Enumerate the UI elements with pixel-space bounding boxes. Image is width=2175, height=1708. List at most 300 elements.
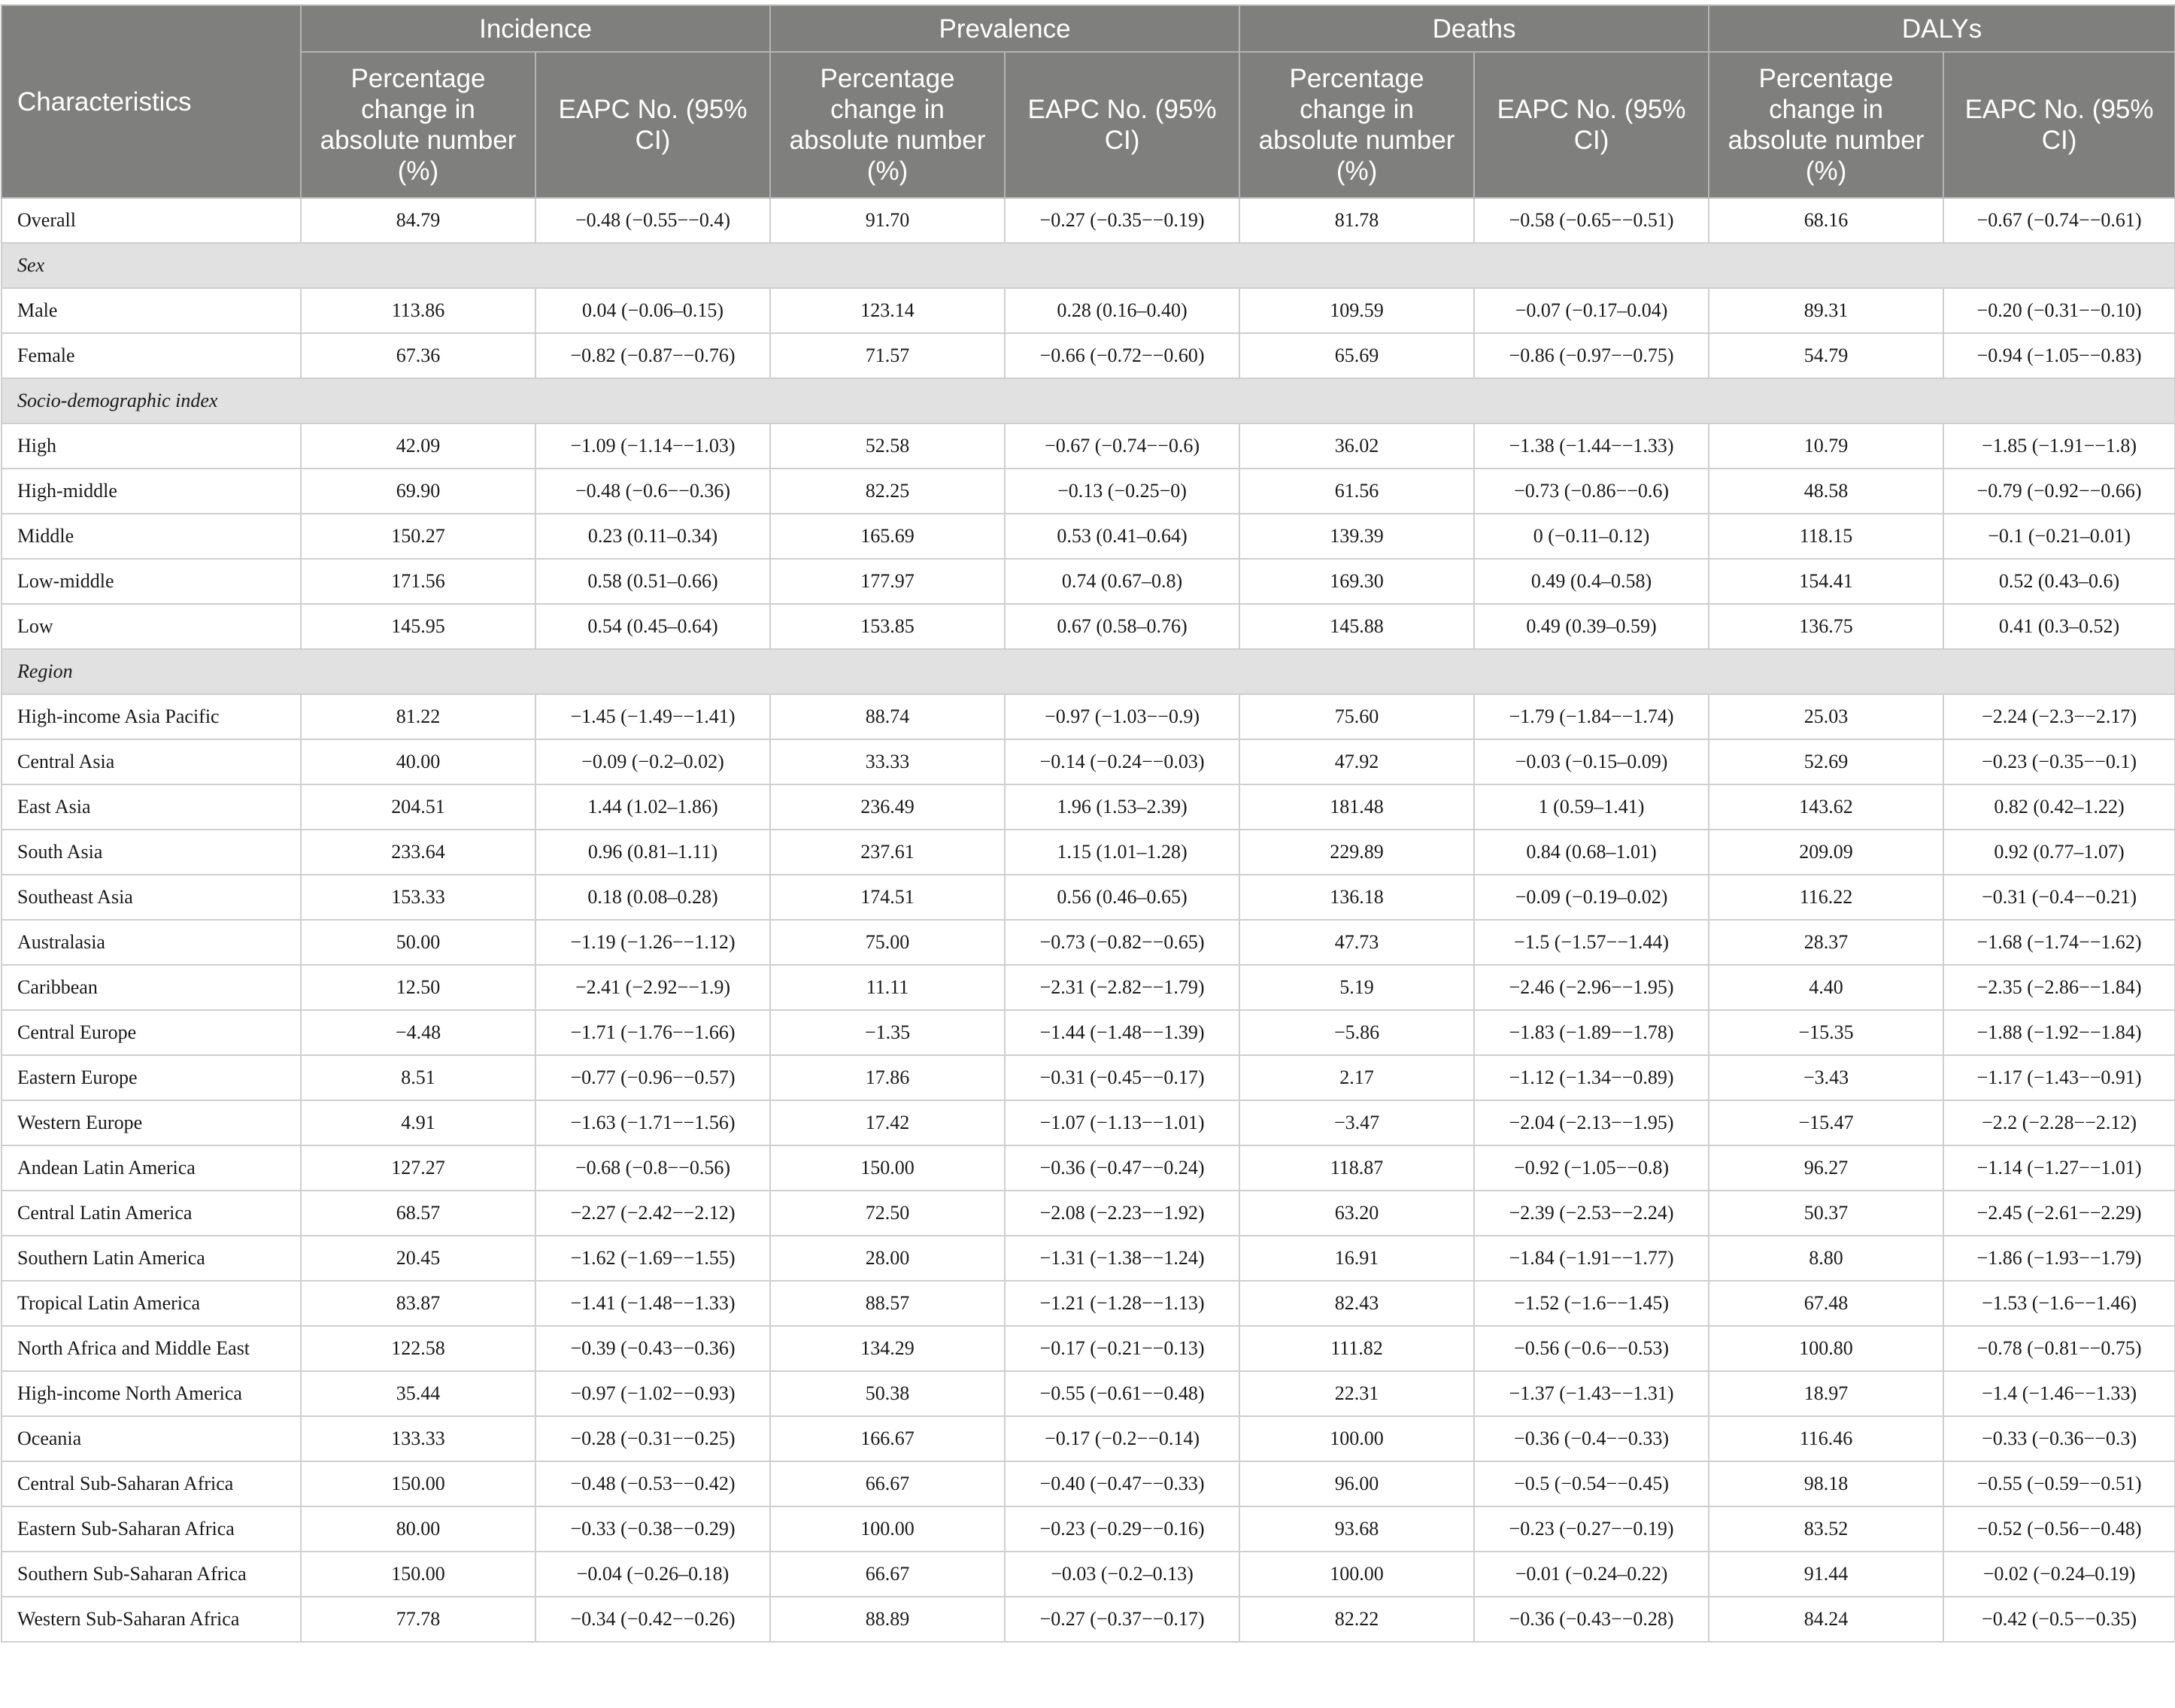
pct-change-cell: 236.49 [770, 784, 1005, 830]
pct-change-header: Percentage change in absolute number (%) [301, 52, 535, 198]
pct-change-cell: 109.59 [1239, 288, 1474, 333]
pct-change-cell: 153.33 [301, 875, 535, 920]
section-label: Socio-demographic index [2, 378, 2175, 423]
pct-change-cell: 52.58 [770, 423, 1005, 469]
pct-change-cell: 2.17 [1239, 1055, 1474, 1100]
pct-change-cell: 65.69 [1239, 333, 1474, 378]
eapc-cell: 0.41 (0.3–0.52) [1943, 604, 2175, 649]
pct-change-cell: 4.40 [1709, 965, 1943, 1010]
row-label: Male [2, 288, 301, 333]
pct-change-cell: 123.14 [770, 288, 1005, 333]
eapc-cell: −2.08 (−2.23−−1.92) [1005, 1191, 1239, 1236]
pct-change-cell: 68.57 [301, 1191, 535, 1236]
section-row [2, 243, 2175, 288]
eapc-cell: 0.84 (0.68–1.01) [1474, 830, 1709, 875]
row-label: Oceania [2, 1416, 301, 1461]
eapc-cell: −1.14 (−1.27−−1.01) [1943, 1145, 2175, 1191]
eapc-cell: 0.56 (0.46–0.65) [1005, 875, 1239, 920]
pct-change-cell: 72.50 [770, 1191, 1005, 1236]
eapc-cell: 0.49 (0.4–0.58) [1474, 559, 1709, 604]
row-label: Low-middle [2, 559, 301, 604]
section-row [2, 649, 2175, 694]
pct-change-cell: 54.79 [1709, 333, 1943, 378]
eapc-cell: −0.79 (−0.92−−0.66) [1943, 469, 2175, 514]
pct-change-cell: 165.69 [770, 514, 1005, 559]
pct-change-cell: −5.86 [1239, 1010, 1474, 1055]
eapc-cell: −0.17 (−0.21−−0.13) [1005, 1326, 1239, 1371]
eapc-cell: −0.77 (−0.96−−0.57) [535, 1055, 770, 1100]
row-label: Low [2, 604, 301, 649]
pct-change-cell: 81.22 [301, 694, 535, 739]
pct-change-header: Percentage change in absolute number (%) [1239, 52, 1474, 198]
eapc-cell: −1.53 (−1.6−−1.46) [1943, 1281, 2175, 1326]
eapc-cell: −1.44 (−1.48−−1.39) [1005, 1010, 1239, 1055]
row-label: Overall [2, 198, 301, 243]
pct-change-cell: 52.69 [1709, 739, 1943, 784]
dalys-header: DALYs [1709, 5, 2175, 52]
eapc-cell: −0.67 (−0.74−−0.61) [1943, 198, 2175, 243]
eapc-cell: −1.86 (−1.93−−1.79) [1943, 1236, 2175, 1281]
eapc-cell: −1.07 (−1.13−−1.01) [1005, 1100, 1239, 1145]
eapc-cell: 0.49 (0.39–0.59) [1474, 604, 1709, 649]
pct-change-cell: 20.45 [301, 1236, 535, 1281]
pct-change-cell: 47.92 [1239, 739, 1474, 784]
pct-change-cell: 50.00 [301, 920, 535, 965]
pct-change-cell: 17.86 [770, 1055, 1005, 1100]
table-row [2, 739, 2175, 784]
pct-change-cell: 150.00 [301, 1552, 535, 1597]
table-row [2, 1145, 2175, 1191]
eapc-cell: −1.84 (−1.91−−1.77) [1474, 1236, 1709, 1281]
eapc-cell: −0.02 (−0.24–0.19) [1943, 1552, 2175, 1597]
pct-change-cell: 16.91 [1239, 1236, 1474, 1281]
pct-change-cell: 28.37 [1709, 920, 1943, 965]
pct-change-cell: 233.64 [301, 830, 535, 875]
eapc-cell: −0.23 (−0.29−−0.16) [1005, 1506, 1239, 1552]
eapc-cell: −0.97 (−1.03−−0.9) [1005, 694, 1239, 739]
eapc-cell: −0.68 (−0.8−−0.56) [535, 1145, 770, 1191]
table-row [2, 423, 2175, 469]
pct-change-cell: 113.86 [301, 288, 535, 333]
table-row [2, 333, 2175, 378]
row-label: Southern Latin America [2, 1236, 301, 1281]
pct-change-cell: 89.31 [1709, 288, 1943, 333]
pct-change-cell: 134.29 [770, 1326, 1005, 1371]
eapc-header: EAPC No. (95% CI) [1474, 52, 1709, 198]
pct-change-cell: 150.00 [770, 1145, 1005, 1191]
eapc-cell: −0.73 (−0.86−−0.6) [1474, 469, 1709, 514]
pct-change-cell: 82.43 [1239, 1281, 1474, 1326]
eapc-cell: 0.67 (0.58–0.76) [1005, 604, 1239, 649]
eapc-cell: 0.82 (0.42–1.22) [1943, 784, 2175, 830]
table-row [2, 830, 2175, 875]
pct-change-cell: 18.97 [1709, 1371, 1943, 1416]
row-label: High-income North America [2, 1371, 301, 1416]
eapc-cell: −1.83 (−1.89−−1.78) [1474, 1010, 1709, 1055]
eapc-cell: −0.03 (−0.15–0.09) [1474, 739, 1709, 784]
pct-change-cell: 171.56 [301, 559, 535, 604]
pct-change-cell: 40.00 [301, 739, 535, 784]
eapc-cell: −0.48 (−0.53−−0.42) [535, 1461, 770, 1506]
table-row [2, 1506, 2175, 1552]
eapc-cell: −0.48 (−0.55−−0.4) [535, 198, 770, 243]
table-row [2, 1326, 2175, 1371]
pct-change-cell: 100.00 [770, 1506, 1005, 1552]
pct-change-cell: 166.67 [770, 1416, 1005, 1461]
pct-change-cell: 69.90 [301, 469, 535, 514]
table-row [2, 920, 2175, 965]
eapc-cell: −1.62 (−1.69−−1.55) [535, 1236, 770, 1281]
eapc-cell: −0.58 (−0.65−−0.51) [1474, 198, 1709, 243]
eapc-cell: −1.79 (−1.84−−1.74) [1474, 694, 1709, 739]
eapc-cell: −0.36 (−0.47−−0.24) [1005, 1145, 1239, 1191]
eapc-cell: −0.40 (−0.47−−0.33) [1005, 1461, 1239, 1506]
pct-change-cell: 100.80 [1709, 1326, 1943, 1371]
row-label: Andean Latin America [2, 1145, 301, 1191]
eapc-cell: 1.96 (1.53–2.39) [1005, 784, 1239, 830]
row-label: Australasia [2, 920, 301, 965]
eapc-cell: 0.74 (0.67–0.8) [1005, 559, 1239, 604]
eapc-cell: −1.63 (−1.71−−1.56) [535, 1100, 770, 1145]
pct-change-cell: 82.22 [1239, 1597, 1474, 1642]
pct-change-cell: 50.37 [1709, 1191, 1943, 1236]
eapc-cell: −0.36 (−0.43−−0.28) [1474, 1597, 1709, 1642]
pct-change-cell: −1.35 [770, 1010, 1005, 1055]
section-row [2, 378, 2175, 423]
eapc-cell: −0.07 (−0.17–0.04) [1474, 288, 1709, 333]
pct-change-cell: 10.79 [1709, 423, 1943, 469]
pct-change-cell: 111.82 [1239, 1326, 1474, 1371]
pct-change-cell: 8.51 [301, 1055, 535, 1100]
pct-change-cell: 174.51 [770, 875, 1005, 920]
table-row [2, 784, 2175, 830]
pct-change-cell: 169.30 [1239, 559, 1474, 604]
pct-change-cell: 84.24 [1709, 1597, 1943, 1642]
eapc-cell: −2.45 (−2.61−−2.29) [1943, 1191, 2175, 1236]
section-label: Region [2, 649, 2175, 694]
row-label: Southern Sub-Saharan Africa [2, 1552, 301, 1597]
pct-change-cell: 136.75 [1709, 604, 1943, 649]
eapc-cell: −1.09 (−1.14−−1.03) [535, 423, 770, 469]
table-row [2, 1055, 2175, 1100]
table-row [2, 604, 2175, 649]
eapc-cell: −1.88 (−1.92−−1.84) [1943, 1010, 2175, 1055]
table-row [2, 1416, 2175, 1461]
eapc-cell: −0.27 (−0.35−−0.19) [1005, 198, 1239, 243]
results-table [1, 5, 2175, 1643]
eapc-cell: 0.54 (0.45–0.64) [535, 604, 770, 649]
pct-change-cell: 154.41 [1709, 559, 1943, 604]
prevalence-header: Prevalence [770, 5, 1239, 52]
eapc-cell: −0.23 (−0.35−−0.1) [1943, 739, 2175, 784]
pct-change-cell: 25.03 [1709, 694, 1943, 739]
pct-change-cell: 11.11 [770, 965, 1005, 1010]
pct-change-cell: 4.91 [301, 1100, 535, 1145]
table-row [2, 1597, 2175, 1642]
pct-change-cell: 116.22 [1709, 875, 1943, 920]
characteristics-header: Characteristics [2, 5, 301, 198]
pct-change-cell: 204.51 [301, 784, 535, 830]
pct-change-cell: 66.67 [770, 1552, 1005, 1597]
pct-change-cell: 122.58 [301, 1326, 535, 1371]
pct-change-cell: 63.20 [1239, 1191, 1474, 1236]
eapc-cell: −0.09 (−0.19–0.02) [1474, 875, 1709, 920]
pct-change-cell: −3.47 [1239, 1100, 1474, 1145]
eapc-cell: −1.19 (−1.26−−1.12) [535, 920, 770, 965]
pct-change-cell: 229.89 [1239, 830, 1474, 875]
table-row [2, 694, 2175, 739]
pct-change-cell: −4.48 [301, 1010, 535, 1055]
eapc-cell: −0.42 (−0.5−−0.35) [1943, 1597, 2175, 1642]
table-row [2, 198, 2175, 243]
eapc-cell: −0.20 (−0.31−−0.10) [1943, 288, 2175, 333]
pct-change-cell: 133.33 [301, 1416, 535, 1461]
eapc-cell: −2.41 (−2.92−−1.9) [535, 965, 770, 1010]
pct-change-cell: 61.56 [1239, 469, 1474, 514]
section-label: Sex [2, 243, 2175, 288]
eapc-cell: −1.31 (−1.38−−1.24) [1005, 1236, 1239, 1281]
pct-change-cell: 50.38 [770, 1371, 1005, 1416]
pct-change-cell: 150.27 [301, 514, 535, 559]
pct-change-cell: 35.44 [301, 1371, 535, 1416]
eapc-cell: −2.2 (−2.28−−2.12) [1943, 1100, 2175, 1145]
pct-change-cell: 118.87 [1239, 1145, 1474, 1191]
eapc-cell: −0.66 (−0.72−−0.60) [1005, 333, 1239, 378]
eapc-cell: −0.1 (−0.21–0.01) [1943, 514, 2175, 559]
row-label: Central Latin America [2, 1191, 301, 1236]
pct-change-cell: 153.85 [770, 604, 1005, 649]
eapc-cell: 0.92 (0.77–1.07) [1943, 830, 2175, 875]
eapc-cell: 0.18 (0.08–0.28) [535, 875, 770, 920]
eapc-cell: −0.03 (−0.2–0.13) [1005, 1552, 1239, 1597]
eapc-cell: −0.04 (−0.26–0.18) [535, 1552, 770, 1597]
eapc-cell: −0.31 (−0.4−−0.21) [1943, 875, 2175, 920]
eapc-cell: −2.27 (−2.42−−2.12) [535, 1191, 770, 1236]
eapc-cell: −0.23 (−0.27−−0.19) [1474, 1506, 1709, 1552]
pct-change-cell: 145.95 [301, 604, 535, 649]
row-label: High [2, 423, 301, 469]
header-sub-row [2, 52, 2175, 198]
eapc-cell: −0.94 (−1.05−−0.83) [1943, 333, 2175, 378]
eapc-cell: −0.33 (−0.36−−0.3) [1943, 1416, 2175, 1461]
eapc-cell: −2.39 (−2.53−−2.24) [1474, 1191, 1709, 1236]
row-label: East Asia [2, 784, 301, 830]
pct-change-cell: 96.00 [1239, 1461, 1474, 1506]
pct-change-cell: 96.27 [1709, 1145, 1943, 1191]
eapc-cell: −0.55 (−0.61−−0.48) [1005, 1371, 1239, 1416]
eapc-cell: −1.85 (−1.91−−1.8) [1943, 423, 2175, 469]
eapc-cell: −0.09 (−0.2–0.02) [535, 739, 770, 784]
eapc-cell: −0.28 (−0.31−−0.25) [535, 1416, 770, 1461]
eapc-cell: −0.56 (−0.6−−0.53) [1474, 1326, 1709, 1371]
eapc-header: EAPC No. (95% CI) [1005, 52, 1239, 198]
row-label: South Asia [2, 830, 301, 875]
eapc-cell: −0.01 (−0.24–0.22) [1474, 1552, 1709, 1597]
eapc-cell: −0.14 (−0.24−−0.03) [1005, 739, 1239, 784]
eapc-cell: −0.31 (−0.45−−0.17) [1005, 1055, 1239, 1100]
eapc-cell: −0.97 (−1.02−−0.93) [535, 1371, 770, 1416]
eapc-cell: −1.45 (−1.49−−1.41) [535, 694, 770, 739]
pct-change-cell: 139.39 [1239, 514, 1474, 559]
table-row [2, 469, 2175, 514]
eapc-cell: −0.17 (−0.2−−0.14) [1005, 1416, 1239, 1461]
eapc-cell: −0.67 (−0.74−−0.6) [1005, 423, 1239, 469]
table-row [2, 1191, 2175, 1236]
table-body [2, 198, 2175, 1642]
header-group-row [2, 5, 2175, 52]
pct-change-cell: 100.00 [1239, 1416, 1474, 1461]
pct-change-cell: 84.79 [301, 198, 535, 243]
table-row [2, 965, 2175, 1010]
pct-change-cell: 150.00 [301, 1461, 535, 1506]
pct-change-cell: 143.62 [1709, 784, 1943, 830]
table-row [2, 1236, 2175, 1281]
eapc-cell: −0.52 (−0.56−−0.48) [1943, 1506, 2175, 1552]
eapc-cell: 0.96 (0.81–1.11) [535, 830, 770, 875]
pct-change-cell: 91.70 [770, 198, 1005, 243]
pct-change-cell: 75.00 [770, 920, 1005, 965]
pct-change-cell: 5.19 [1239, 965, 1474, 1010]
pct-change-cell: 136.18 [1239, 875, 1474, 920]
pct-change-cell: 88.74 [770, 694, 1005, 739]
pct-change-cell: 145.88 [1239, 604, 1474, 649]
eapc-cell: −0.13 (−0.25−0) [1005, 469, 1239, 514]
pct-change-cell: 181.48 [1239, 784, 1474, 830]
table-row [2, 1100, 2175, 1145]
table-row [2, 1461, 2175, 1506]
pct-change-cell: 98.18 [1709, 1461, 1943, 1506]
eapc-header: EAPC No. (95% CI) [1943, 52, 2175, 198]
row-label: Central Europe [2, 1010, 301, 1055]
row-label: Eastern Sub-Saharan Africa [2, 1506, 301, 1552]
eapc-cell: 0.58 (0.51–0.66) [535, 559, 770, 604]
pct-change-cell: 100.00 [1239, 1552, 1474, 1597]
eapc-cell: −0.34 (−0.42−−0.26) [535, 1597, 770, 1642]
eapc-cell: −0.78 (−0.81−−0.75) [1943, 1326, 2175, 1371]
table-row [2, 1281, 2175, 1326]
eapc-cell: −0.5 (−0.54−−0.45) [1474, 1461, 1709, 1506]
eapc-cell: 1 (0.59–1.41) [1474, 784, 1709, 830]
eapc-cell: −1.4 (−1.46−−1.33) [1943, 1371, 2175, 1416]
table-row [2, 1371, 2175, 1416]
eapc-cell: 0.28 (0.16–0.40) [1005, 288, 1239, 333]
pct-change-cell: 177.97 [770, 559, 1005, 604]
eapc-cell: −0.48 (−0.6−−0.36) [535, 469, 770, 514]
eapc-cell: −0.92 (−1.05−−0.8) [1474, 1145, 1709, 1191]
row-label: Eastern Europe [2, 1055, 301, 1100]
row-label: Caribbean [2, 965, 301, 1010]
pct-change-cell: 127.27 [301, 1145, 535, 1191]
eapc-cell: −0.73 (−0.82−−0.65) [1005, 920, 1239, 965]
eapc-cell: −1.17 (−1.43−−0.91) [1943, 1055, 2175, 1100]
pct-change-cell: 93.68 [1239, 1506, 1474, 1552]
eapc-cell: 0.23 (0.11–0.34) [535, 514, 770, 559]
pct-change-cell: 67.48 [1709, 1281, 1943, 1326]
eapc-cell: −0.33 (−0.38−−0.29) [535, 1506, 770, 1552]
pct-change-cell: 91.44 [1709, 1552, 1943, 1597]
pct-change-cell: 48.58 [1709, 469, 1943, 514]
eapc-cell: −2.35 (−2.86−−1.84) [1943, 965, 2175, 1010]
eapc-cell: 0.04 (−0.06–0.15) [535, 288, 770, 333]
table-row [2, 288, 2175, 333]
table-row [2, 1010, 2175, 1055]
pct-change-header: Percentage change in absolute number (%) [1709, 52, 1943, 198]
pct-change-cell: 33.33 [770, 739, 1005, 784]
pct-change-cell: 75.60 [1239, 694, 1474, 739]
eapc-cell: −1.71 (−1.76−−1.66) [535, 1010, 770, 1055]
eapc-cell: −1.37 (−1.43−−1.31) [1474, 1371, 1709, 1416]
eapc-cell: −1.52 (−1.6−−1.45) [1474, 1281, 1709, 1326]
eapc-cell: −0.82 (−0.87−−0.76) [535, 333, 770, 378]
row-label: Tropical Latin America [2, 1281, 301, 1326]
pct-change-cell: 28.00 [770, 1236, 1005, 1281]
pct-change-cell: 83.87 [301, 1281, 535, 1326]
row-label: Southeast Asia [2, 875, 301, 920]
eapc-cell: −2.04 (−2.13−−1.95) [1474, 1100, 1709, 1145]
eapc-cell: −0.27 (−0.37−−0.17) [1005, 1597, 1239, 1642]
row-label: Western Europe [2, 1100, 301, 1145]
pct-change-cell: 83.52 [1709, 1506, 1943, 1552]
pct-change-cell: −15.35 [1709, 1010, 1943, 1055]
eapc-cell: 0 (−0.11–0.12) [1474, 514, 1709, 559]
deaths-header: Deaths [1239, 5, 1709, 52]
eapc-cell: 1.15 (1.01–1.28) [1005, 830, 1239, 875]
pct-change-cell: 80.00 [301, 1506, 535, 1552]
eapc-cell: −1.41 (−1.48−−1.33) [535, 1281, 770, 1326]
pct-change-cell: 8.80 [1709, 1236, 1943, 1281]
eapc-cell: −0.36 (−0.4−−0.33) [1474, 1416, 1709, 1461]
eapc-cell: 0.52 (0.43–0.6) [1943, 559, 2175, 604]
eapc-cell: −2.46 (−2.96−−1.95) [1474, 965, 1709, 1010]
pct-change-cell: −3.43 [1709, 1055, 1943, 1100]
pct-change-cell: 118.15 [1709, 514, 1943, 559]
eapc-cell: −1.5 (−1.57−−1.44) [1474, 920, 1709, 965]
eapc-cell: −0.39 (−0.43−−0.36) [535, 1326, 770, 1371]
pct-change-header: Percentage change in absolute number (%) [770, 52, 1005, 198]
row-label: Central Sub-Saharan Africa [2, 1461, 301, 1506]
pct-change-cell: 71.57 [770, 333, 1005, 378]
eapc-cell: −1.68 (−1.74−−1.62) [1943, 920, 2175, 965]
eapc-header: EAPC No. (95% CI) [535, 52, 770, 198]
pct-change-cell: 17.42 [770, 1100, 1005, 1145]
pct-change-cell: 66.67 [770, 1461, 1005, 1506]
row-label: High-middle [2, 469, 301, 514]
row-label: Female [2, 333, 301, 378]
pct-change-cell: 116.46 [1709, 1416, 1943, 1461]
table-row [2, 559, 2175, 604]
pct-change-cell: 67.36 [301, 333, 535, 378]
pct-change-cell: 81.78 [1239, 198, 1474, 243]
eapc-cell: 1.44 (1.02–1.86) [535, 784, 770, 830]
pct-change-cell: 47.73 [1239, 920, 1474, 965]
pct-change-cell: 237.61 [770, 830, 1005, 875]
pct-change-cell: 36.02 [1239, 423, 1474, 469]
table-row [2, 514, 2175, 559]
table-row [2, 875, 2175, 920]
incidence-header: Incidence [301, 5, 770, 52]
row-label: Middle [2, 514, 301, 559]
pct-change-cell: 77.78 [301, 1597, 535, 1642]
pct-change-cell: 12.50 [301, 965, 535, 1010]
table-header [2, 5, 2175, 198]
pct-change-cell: 209.09 [1709, 830, 1943, 875]
row-label: Central Asia [2, 739, 301, 784]
row-label: North Africa and Middle East [2, 1326, 301, 1371]
eapc-cell: −1.12 (−1.34−−0.89) [1474, 1055, 1709, 1100]
pct-change-cell: 88.57 [770, 1281, 1005, 1326]
pct-change-cell: −15.47 [1709, 1100, 1943, 1145]
eapc-cell: −1.21 (−1.28−−1.13) [1005, 1281, 1239, 1326]
